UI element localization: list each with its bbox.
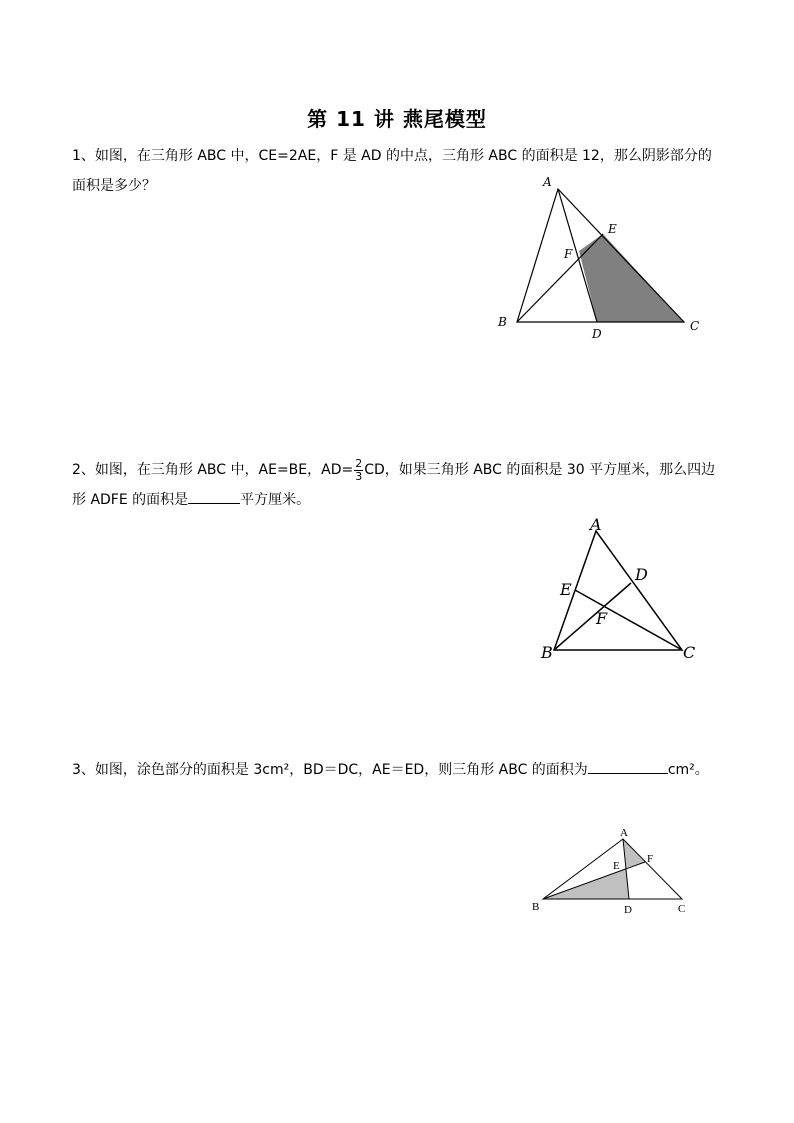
q2-label-b: B	[541, 643, 553, 662]
q2-triangle-abc	[554, 531, 682, 650]
q2-fraction-denominator: 3	[355, 469, 363, 483]
q2-answer-blank[interactable]	[188, 489, 240, 504]
q2-label-a: A	[590, 515, 602, 534]
q3-label-d: D	[624, 904, 632, 916]
question-2-text	[72, 455, 724, 515]
q1-label-c: C	[690, 319, 700, 333]
question-3-text	[72, 755, 724, 785]
q3-label-a: A	[620, 827, 628, 839]
q1-label-e: E	[608, 222, 617, 236]
q1-shaded-region	[579, 234, 684, 322]
q3-label-e: E	[613, 860, 620, 872]
q1-label-a: A	[543, 175, 552, 189]
q3-text-after: cm²。	[667, 762, 709, 778]
q2-fraction	[354, 458, 363, 483]
q2-label-c: C	[683, 643, 696, 662]
q2-segment-ce	[575, 590, 682, 650]
q2-label-e: E	[560, 580, 572, 599]
q3-label-f: F	[647, 853, 654, 865]
q2-text-before: 2、如图，在三角形 ABC 中，AE=BE，AD=	[72, 462, 354, 478]
question-1-text: 1、如图，在三角形 ABC 中，CE=2AE，F 是 AD 的中点，三角形 ABC 的面积是 12，那么阴影部分的面积是多少？	[72, 148, 712, 194]
q3-text-before: 3、如图，涂色部分的面积是 3cm²，BD＝DC，AE＝ED，则三角形 ABC 的面积为	[72, 762, 588, 778]
q1-label-b: B	[498, 315, 507, 329]
q2-text-middle: CD，如果三角形 ABC 的面积是 30 平方厘米，那么四边形 ADFE 的面积是	[72, 462, 716, 508]
q1-label-f: F	[564, 247, 573, 261]
question-3-figure	[528, 822, 698, 917]
question-2-figure	[535, 512, 715, 677]
q2-label-f: F	[596, 609, 608, 628]
q2-label-d: D	[635, 565, 648, 584]
q2-fraction-numerator: 2	[355, 456, 363, 470]
q3-label-b: B	[532, 901, 540, 913]
question-1-figure	[490, 172, 720, 342]
q3-label-c: C	[678, 903, 686, 915]
page-title: 第 11 讲 燕尾模型	[307, 107, 487, 131]
q3-answer-blank[interactable]	[588, 759, 668, 774]
q1-label-d: D	[592, 327, 602, 341]
q2-text-after: 平方厘米。	[240, 492, 311, 508]
